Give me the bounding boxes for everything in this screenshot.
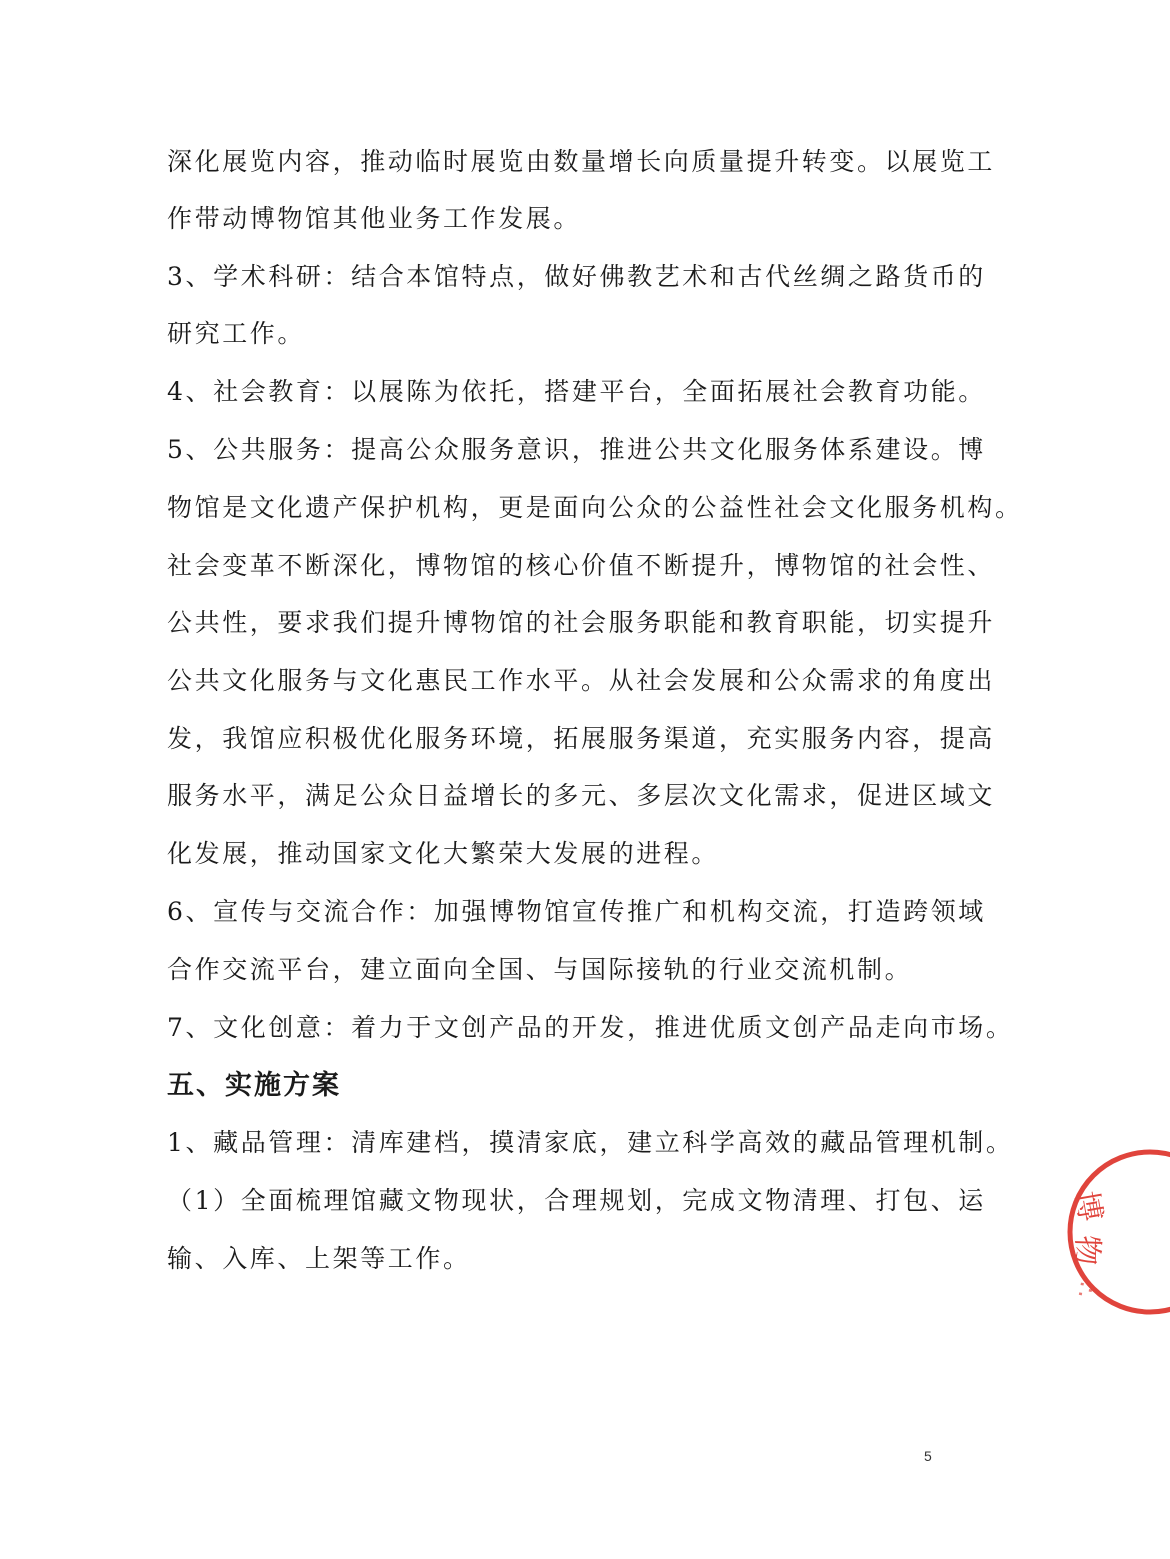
body-line: 输、入库、上架等工作。 [167, 1244, 471, 1273]
body-line: 服务水平，满足公众日益增长的多元、多层次文化需求，促进区域文 [167, 781, 996, 810]
body-line: 社会变革不断深化，博物馆的核心价值不断提升，博物馆的社会性、 [167, 551, 996, 580]
body-line: 7、文化创意：着力于文创产品的开发，推进优质文创产品走向市场。 [167, 1013, 1014, 1042]
body-line: 3、学术科研：结合本馆特点，做好佛教艺术和古代丝绸之路货币的 [167, 262, 986, 291]
section-heading: 五、实施方案 [167, 1070, 341, 1101]
body-line: 发，我馆应积极优化服务环境，拓展服务渠道，充实服务内容，提高 [167, 724, 996, 753]
svg-text:物: 物 [1068, 1234, 1105, 1266]
body-line: （1）全面梳理馆藏文物现状，合理规划，完成文物清理、打包、运 [167, 1186, 986, 1215]
body-line: 5、公共服务：提高公众服务意识，推进公共文化服务体系建设。博 [167, 435, 986, 464]
body-line: 物馆是文化遗产保护机构，更是面向公众的公益性社会文化服务机构。 [167, 493, 1023, 522]
body-line: 4、社会教育：以展陈为依托，搭建平台，全面拓展社会教育功能。 [167, 377, 986, 406]
body-line: 6、宣传与交流合作：加强博物馆宣传推广和机构交流，打造跨领域 [167, 897, 986, 926]
body-line: 公共文化服务与文化惠民工作水平。从社会发展和公众需求的角度出 [167, 666, 996, 695]
body-line: 公共性，要求我们提升博物馆的社会服务职能和教育职能，切实提升 [167, 608, 996, 637]
svg-text:∴: ∴ [1070, 1279, 1101, 1300]
body-line: 研究工作。 [167, 319, 306, 348]
body-line: 1、藏品管理：清库建档，摸清家底，建立科学高效的藏品管理机制。 [167, 1128, 1014, 1157]
svg-text:博: 博 [1067, 1188, 1108, 1225]
body-line: 合作交流平台，建立面向全国、与国际接轨的行业交流机制。 [167, 955, 913, 984]
body-line: 深化展览内容，推动临时展览由数量增长向质量提升转变。以展览工 [167, 147, 996, 176]
official-seal-stamp [1050, 1150, 1170, 1350]
page-number: 5 [924, 1448, 932, 1464]
body-line: 化发展，推动国家文化大繁荣大发展的进程。 [167, 839, 720, 868]
body-line: 作带动博物馆其他业务工作发展。 [167, 204, 582, 233]
